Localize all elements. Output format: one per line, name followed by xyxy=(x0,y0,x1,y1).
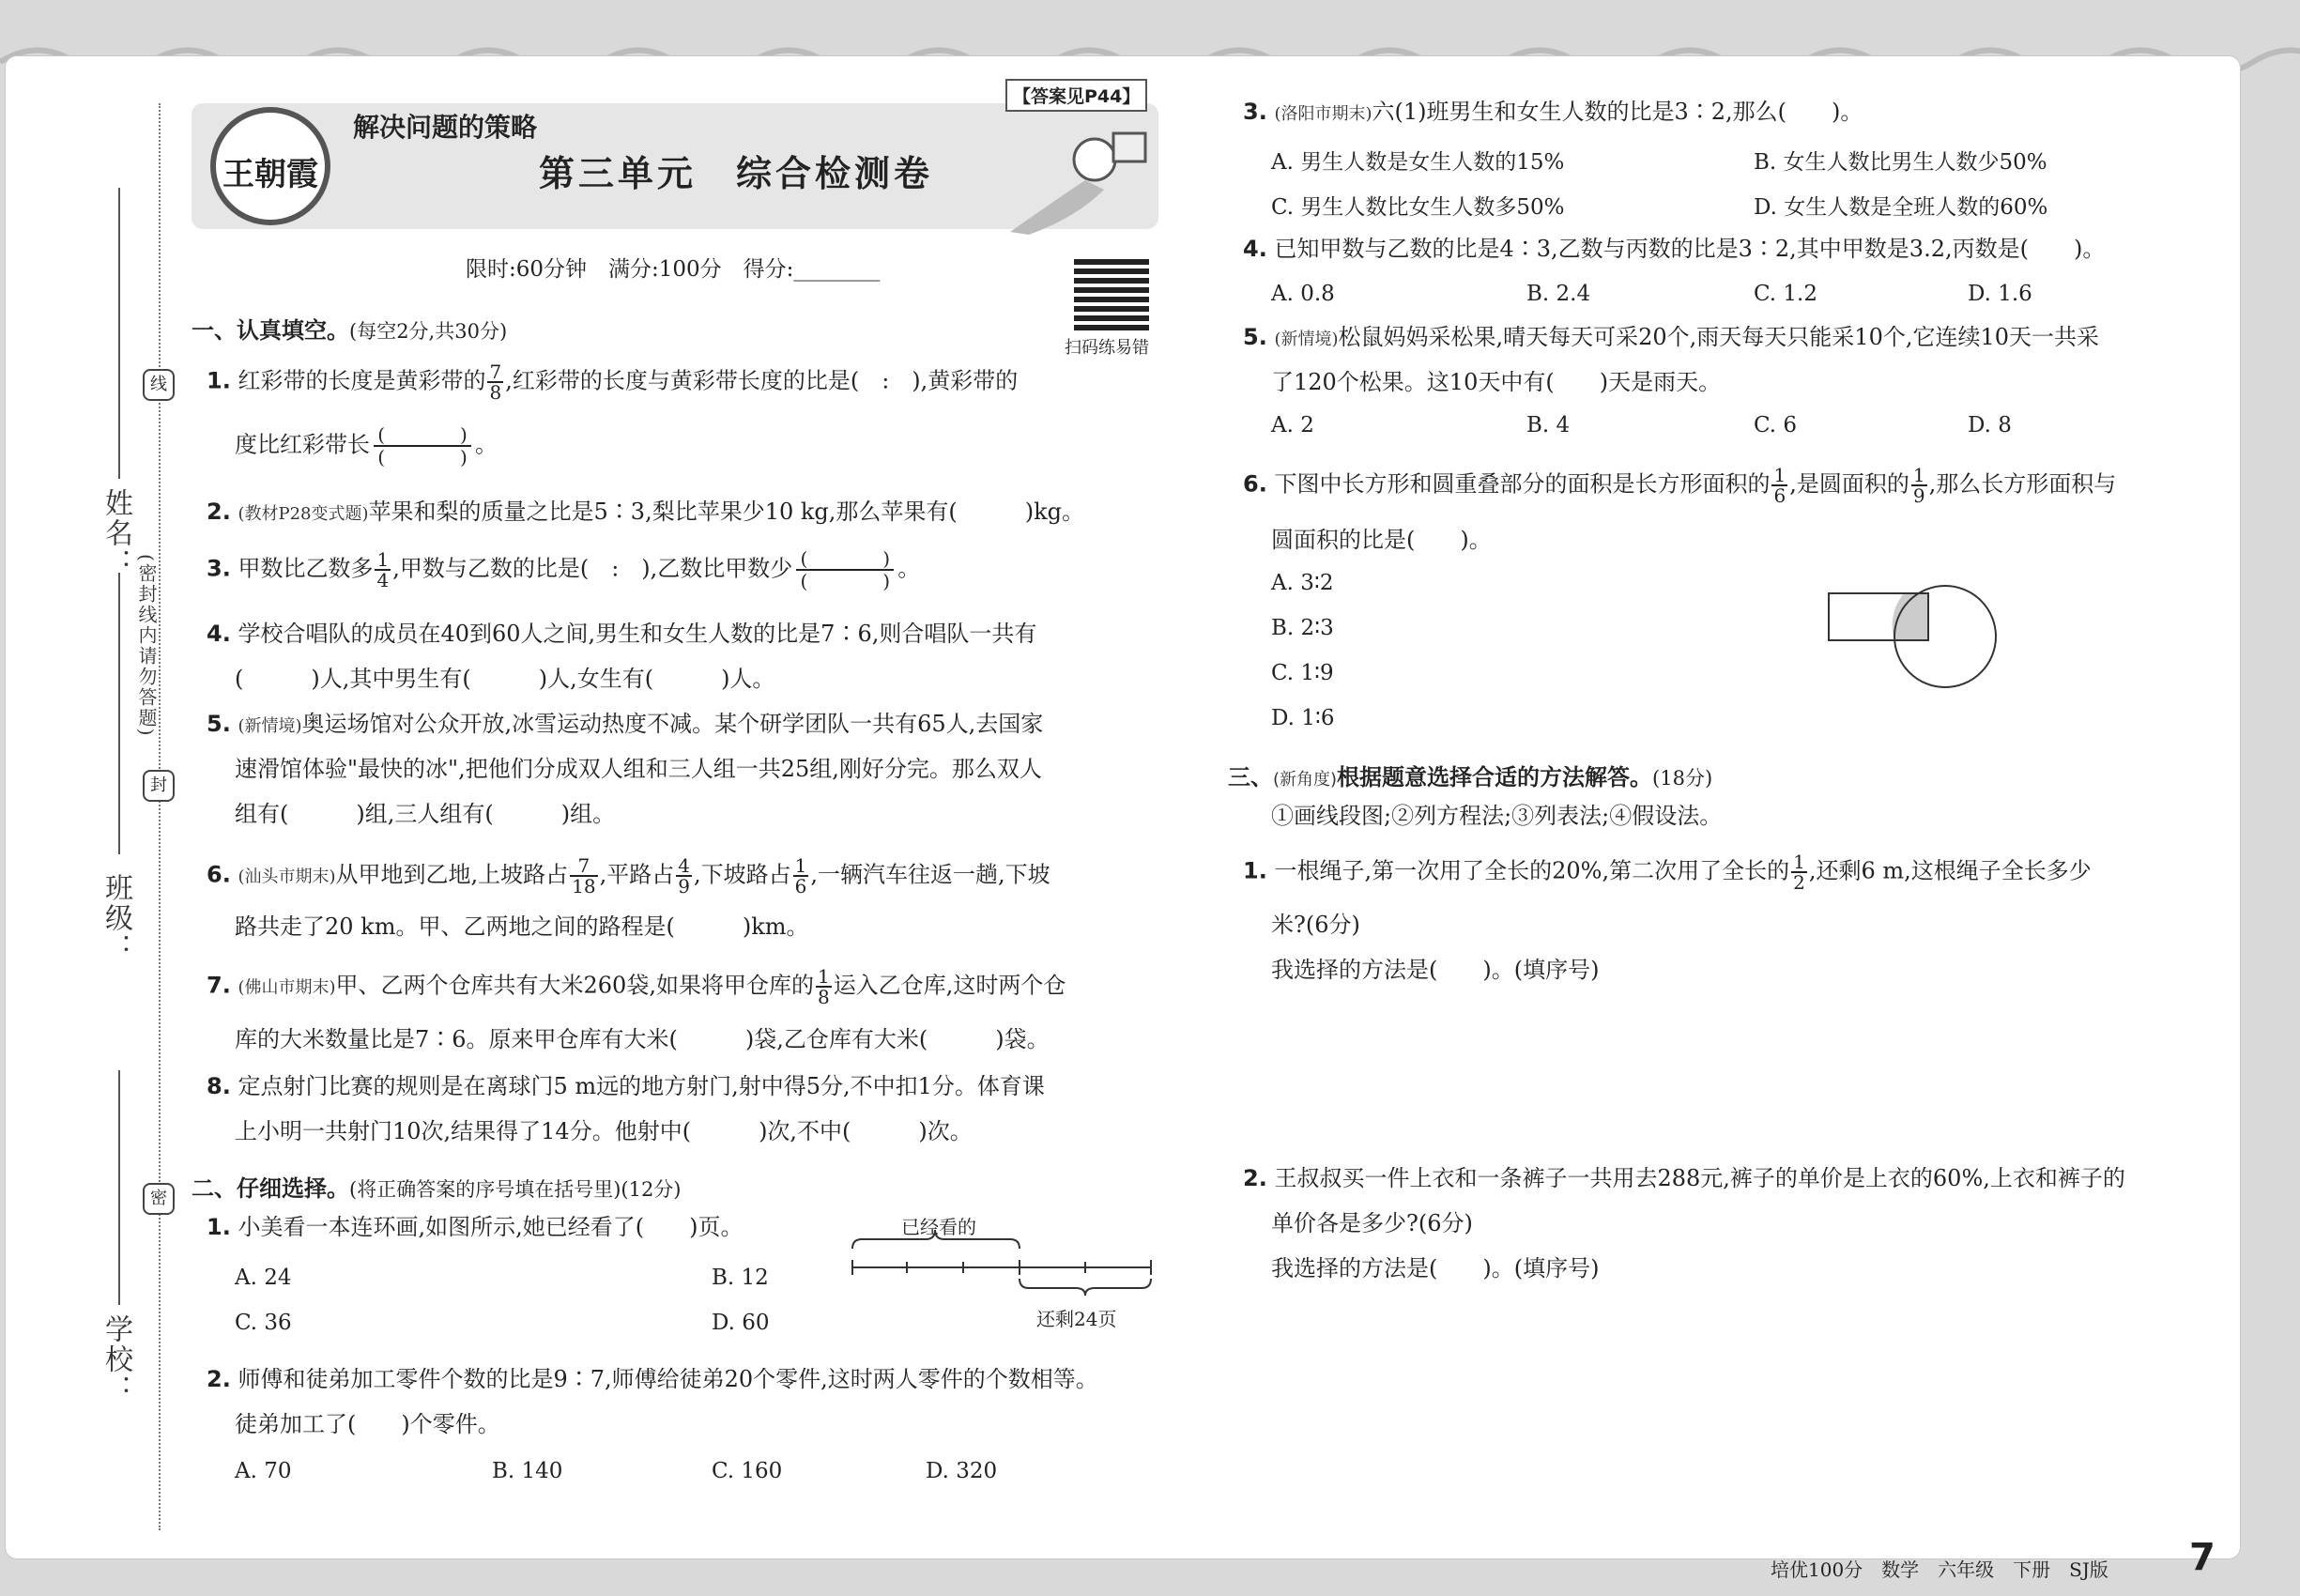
section-2-note: (将正确答案的序号填在括号里)(12分) xyxy=(349,1178,682,1201)
s1-q7-line1: 7. (佛山市期末)甲、乙两个仓库共有大米260袋,如果将甲仓库的 $\frac{1}{8}$ 运入乙仓库,这时两个仓 xyxy=(207,965,1066,1008)
fraction-1-4: $\frac{1}{4}$ xyxy=(376,548,390,591)
exam-meta: 限时:60分钟 满分:100分 得分:________ xyxy=(466,257,881,282)
s1-q6-tag: (汕头市期末) xyxy=(238,867,336,887)
qr-code-icon[interactable] xyxy=(1074,255,1149,330)
fraction-7-18: $\frac{7}{18}$ xyxy=(572,854,596,898)
seal-close-mark: 密 xyxy=(143,1183,175,1215)
s2-q6-option-b[interactable]: B. 2∶3 xyxy=(1271,616,1334,640)
s1-q5-tag: (新情境) xyxy=(238,716,302,736)
s2-q2-option-b[interactable]: B. 140 xyxy=(492,1459,563,1483)
s2-q3: 3. (洛阳市期末)六(1)班男生和女生人数的比是3∶2,那么( )。 xyxy=(1243,99,1863,125)
s2-q2-option-a[interactable]: A. 70 xyxy=(235,1459,292,1483)
brand-logo-icon xyxy=(210,107,330,225)
s1-q2-tag: (教材P28变式题) xyxy=(238,504,369,524)
s1-q7-text-b: 运入乙仓库,这时两个仓 xyxy=(833,972,1066,999)
s3-q2-line1: 2. 王叔叔买一件上衣和一条裤子一共用去288元,裤子的单价是上衣的60%,上衣和裤子的 xyxy=(1243,1165,2125,1191)
binding-margin xyxy=(6,56,170,1558)
s2-q4-text: 已知甲数与乙数的比是4∶3,乙数与丙数的比是3∶2,其中甲数是3.2,丙数是( )。 xyxy=(1274,236,2106,262)
s1-q1-text-a: 红彩带的长度是黄彩带的 xyxy=(238,367,486,394)
s1-q2-text: 苹果和梨的质量之比是5∶3,梨比苹果少10 kg,那么苹果有( )kg。 xyxy=(368,499,1085,525)
s1-q6-text-b: ,平路占 xyxy=(599,861,675,888)
section-3-tag: (新角度) xyxy=(1273,770,1338,790)
s1-q4-text-a: 学校合唱队的成员在40到60人之间,男生和女生人数的比是7∶6,则合唱队一共有 xyxy=(238,621,1037,647)
binding-dotted-line xyxy=(159,103,161,1530)
class-label: 班级： xyxy=(100,873,132,963)
s3-q1-choose[interactable]: 我选择的方法是( )。(填序号) xyxy=(1271,957,1600,983)
page-title: 第三单元 综合检测卷 xyxy=(539,153,934,194)
answer-reference: 【答案见P44】 xyxy=(1005,79,1147,112)
s2-q3-tag: (洛阳市期末) xyxy=(1274,104,1372,124)
section-2-title: 二、仔细选择。 xyxy=(192,1175,349,1202)
section-3-heading xyxy=(1228,759,1712,791)
s1-q6-line2: 路共走了20 km。甲、乙两地之间的路程是( )km。 xyxy=(235,913,809,940)
s1-q6-text-c: ,下坡路占 xyxy=(693,861,791,888)
s3-q1-text-a: 一根绳子,第一次用了全长的20%,第二次用了全长的 xyxy=(1274,857,1790,884)
seal-seal-mark: 封 xyxy=(143,770,175,802)
s2-q6-text-a: 下图中长方形和圆重叠部分的面积是长方形面积的 xyxy=(1274,470,1771,498)
s1-q2: 2. (教材P28变式题)苹果和梨的质量之比是5∶3,梨比苹果少10 kg,那么苹果有( )kg。 xyxy=(207,499,1085,525)
section-2-heading xyxy=(192,1170,682,1203)
s1-q7-text-a: 甲、乙两个仓库共有大米260袋,如果将甲仓库的 xyxy=(335,972,814,999)
s2-q1-option-b[interactable]: B. 12 xyxy=(712,1266,769,1290)
blank-fraction[interactable]: ( ) ( ) xyxy=(374,424,471,468)
s3-q1-text-b: ,还剩6 m,这根绳子全长多少 xyxy=(1808,857,2092,884)
s1-q3-text-c: 。 xyxy=(897,555,921,582)
s1-q1-text-d: 。 xyxy=(475,431,498,458)
s2-q1: 1. 小美看一本连环画,如图所示,她已经看了( )页。 xyxy=(207,1214,744,1240)
s2-q5-option-c[interactable]: C. 6 xyxy=(1754,413,1798,437)
segment-diagram xyxy=(851,1220,1170,1324)
s3-q2-text-a: 王叔叔买一件上衣和一条裤子一共用去288元,裤子的单价是上衣的60%,上衣和裤子的 xyxy=(1274,1165,2125,1191)
s2-q3-option-c[interactable]: C. 男生人数比女生人数多50% xyxy=(1271,195,1565,220)
s3-q1-line2: 米?(6分) xyxy=(1271,912,1360,938)
cartoon-decoration-icon xyxy=(991,124,1160,237)
s2-q5-option-b[interactable]: B. 4 xyxy=(1526,413,1571,437)
fraction-1-6: $\frac{1}{6}$ xyxy=(1773,464,1786,507)
s2-q2-text-a: 师傅和徒弟加工零件个数的比是9∶7,师傅给徒弟20个零件,这时两人零件的个数相等。 xyxy=(238,1366,1098,1392)
s2-q4-option-a[interactable]: A. 0.8 xyxy=(1271,282,1335,306)
s2-q5-line1: 5. (新情境)松鼠妈妈采松果,晴天每天可采20个,雨天每天只能采10个,它连续10天一共采 xyxy=(1243,324,2100,350)
fraction-7-8: $\frac{7}{8}$ xyxy=(489,361,502,404)
worksheet-page xyxy=(6,56,2240,1581)
s1-q3-text-b: ,甲数与乙数的比是( : ),乙数比甲数少 xyxy=(392,555,793,582)
s2-q6-option-c[interactable]: C. 1∶9 xyxy=(1271,661,1334,685)
s1-q8-line2: 上小明一共射门10次,结果得了14分。他射中( )次,不中( )次。 xyxy=(235,1118,973,1144)
qr-label: 扫码练易错 xyxy=(1065,338,1149,358)
s2-q3-option-d[interactable]: D. 女生人数是全班人数的60% xyxy=(1754,195,2048,220)
s2-q3-option-a[interactable]: A. 男生人数是女生人数的15% xyxy=(1271,150,1565,175)
s1-q8-line1: 8. 定点射门比赛的规则是在离球门5 m远的地方射门,射中得5分,不中扣1分。体育课 xyxy=(207,1073,1045,1099)
s2-q5-text-a: 松鼠妈妈采松果,晴天每天可采20个,雨天每天只能采10个,它连续10天一共采 xyxy=(1338,324,2100,350)
section-3-title-a: 三、 xyxy=(1228,764,1273,790)
s1-q1-line2 xyxy=(235,424,498,468)
s2-q6-line1: 6. 下图中长方形和圆重叠部分的面积是长方形面积的 $\frac{1}{6}$ ,是圆面积的 $\frac{1}{9}$ ,那么长方形面积与 xyxy=(1243,464,2117,507)
s3-q2-choose[interactable]: 我选择的方法是( )。(填序号) xyxy=(1271,1255,1600,1281)
s2-q5-option-d[interactable]: D. 8 xyxy=(1968,413,2012,437)
s2-q2-option-d[interactable]: D. 320 xyxy=(926,1459,998,1483)
s1-q5-line2: 速滑馆体验"最快的冰",把他们分成双人组和三人组一共25组,刚好分完。那么双人 xyxy=(235,756,1042,782)
footer-info: 培优100分 数学 六年级 下册 SJ版 xyxy=(1771,1558,2108,1581)
segment-left-label: 还剩24页 xyxy=(1036,1308,1117,1330)
s2-q3-text: 六(1)班男生和女生人数的比是3∶2,那么( )。 xyxy=(1372,99,1863,125)
s2-q6-text-c: ,那么长方形面积与 xyxy=(1928,470,2117,498)
s1-q1-line1: 1. 红彩带的长度是黄彩带的 $\frac{7}{8}$ ,红彩带的长度与黄彩带长度的比是( : ),黄彩带的 xyxy=(207,361,1019,404)
class-field[interactable] xyxy=(118,573,120,854)
school-field[interactable] xyxy=(118,1070,120,1305)
page-number: 7 xyxy=(2189,1536,2216,1579)
s2-q1-option-a[interactable]: A. 24 xyxy=(235,1266,292,1290)
s1-q1-text-b: ,红彩带的长度与黄彩带长度的比是( : ),黄彩带的 xyxy=(505,367,1019,394)
s2-q4: 4. 已知甲数与乙数的比是4∶3,乙数与丙数的比是3∶2,其中甲数是3.2,丙数是( )。 xyxy=(1243,236,2106,262)
s1-q7-tag: (佛山市期末) xyxy=(238,977,336,998)
fraction-1-2: $\frac{1}{2}$ xyxy=(1793,851,1805,894)
s2-q4-option-b[interactable]: B. 2.4 xyxy=(1526,282,1591,306)
segment-read-label: 已经看的 xyxy=(901,1216,976,1238)
fraction-1-6: $\frac{1}{6}$ xyxy=(794,854,807,898)
s2-q4-option-c[interactable]: C. 1.2 xyxy=(1754,282,1817,306)
s1-q5-line3: 组有( )组,三人组有( )组。 xyxy=(235,801,616,827)
methods-list: ①画线段图;②列方程法;③列表法;④假设法。 xyxy=(1271,803,1723,829)
s2-q6-text-b: ,是圆面积的 xyxy=(1789,470,1909,498)
fraction-1-9: $\frac{1}{9}$ xyxy=(1912,464,1925,507)
fraction-4-9: $\frac{4}{9}$ xyxy=(678,854,690,898)
s1-q6-line1: 6. (汕头市期末)从甲地到乙地,上坡路占 $\frac{7}{18}$ ,平路占 $\frac{4}{9}$ ,下坡路占 $\frac{1}{6}$ ,一辆汽车往返一趟,下坡 xyxy=(207,854,1050,898)
s1-q6-text-d: ,一辆汽车往返一趟,下坡 xyxy=(810,861,1050,888)
s2-q6-line2: 圆面积的比是( )。 xyxy=(1271,527,1492,553)
s1-q8-text-a: 定点射门比赛的规则是在离球门5 m远的地方射门,射中得5分,不中扣1分。体育课 xyxy=(238,1073,1045,1099)
s1-q4-line2: ( )人,其中男生有( )人,女生有( )人。 xyxy=(235,666,775,692)
section-1-heading xyxy=(192,312,507,345)
strategy-label: 解决问题的策略 xyxy=(353,112,538,143)
s2-q5-tag: (新情境) xyxy=(1274,330,1339,349)
s2-q6-option-d[interactable]: D. 1∶6 xyxy=(1271,706,1335,730)
logo-text: 王朝霞 xyxy=(222,156,318,193)
s2-q2-option-c[interactable]: C. 160 xyxy=(712,1459,783,1483)
s1-q6-text-a: 从甲地到乙地,上坡路占 xyxy=(335,861,569,888)
s2-q1-option-d[interactable]: D. 60 xyxy=(712,1311,770,1335)
s1-q3-text-a: 甲数比乙数多 xyxy=(238,555,374,582)
s2-q1-text: 小美看一本连环画,如图所示,她已经看了( )页。 xyxy=(238,1214,744,1240)
s1-q5-text-a: 奥运场馆对公众开放,冰雪运动热度不减。某个研学团队一共有65人,去国家 xyxy=(301,711,1044,737)
section-1-note: (每空2分,共30分) xyxy=(349,320,508,343)
s2-q3-option-b[interactable]: B. 女生人数比男生人数少50% xyxy=(1754,150,2047,175)
section-3-note: (18分) xyxy=(1652,767,1713,790)
rectangle-circle-diagram xyxy=(1827,573,2015,695)
name-label: 姓名： xyxy=(100,488,132,578)
section-3-title-b: 根据题意选择合适的方法解答。 xyxy=(1337,764,1653,790)
name-field[interactable] xyxy=(118,188,120,479)
s1-q5-line1: 5. (新情境)奥运场馆对公众开放,冰雪运动热度不减。某个研学团队一共有65人,去国家 xyxy=(207,711,1044,737)
s2-q2-line1: 2. 师傅和徒弟加工零件个数的比是9∶7,师傅给徒弟20个零件,这时两人零件的个数相等。 xyxy=(207,1366,1098,1392)
s1-q4-line1: 4. 学校合唱队的成员在40到60人之间,男生和女生人数的比是7∶6,则合唱队一共有 xyxy=(207,621,1037,647)
s2-q1-option-c[interactable]: C. 36 xyxy=(235,1311,292,1335)
s2-q4-option-d[interactable]: D. 1.6 xyxy=(1968,282,2032,306)
section-1-title: 一、认真填空。 xyxy=(192,317,349,344)
s1-q3: 3. 甲数比乙数多 $\frac{1}{4}$ ,甲数与乙数的比是( : ),乙数比甲数少 ( ) ( ) 。 xyxy=(207,547,921,592)
s2-q5-line2: 了120个松果。这10天中有( )天是雨天。 xyxy=(1271,369,1722,395)
fraction-1-8: $\frac{1}{8}$ xyxy=(817,965,830,1008)
s2-q5-option-a[interactable]: A. 2 xyxy=(1271,413,1314,437)
s2-q2-line2: 徒弟加工了( )个零件。 xyxy=(235,1411,500,1437)
s3-q2-line2: 单价各是多少?(6分) xyxy=(1271,1210,1473,1236)
blank-fraction[interactable]: ( ) ( ) xyxy=(796,548,894,591)
school-label: 学校： xyxy=(100,1314,132,1404)
s2-q6-option-a[interactable]: A. 3∶2 xyxy=(1271,571,1334,595)
seal-line-mark: 线 xyxy=(143,369,175,401)
seal-note: (密封线内请勿答题) xyxy=(135,554,158,738)
s3-q1-line1: 1. 一根绳子,第一次用了全长的20%,第二次用了全长的 $\frac{1}{2}$ ,还剩6 m,这根绳子全长多少 xyxy=(1243,851,2092,894)
s1-q7-line2: 库的大米数量比是7∶6。原来甲仓库有大米( )袋,乙仓库有大米( )袋。 xyxy=(235,1026,1050,1052)
s1-q1-text-c: 度比红彩带长 xyxy=(235,431,370,458)
